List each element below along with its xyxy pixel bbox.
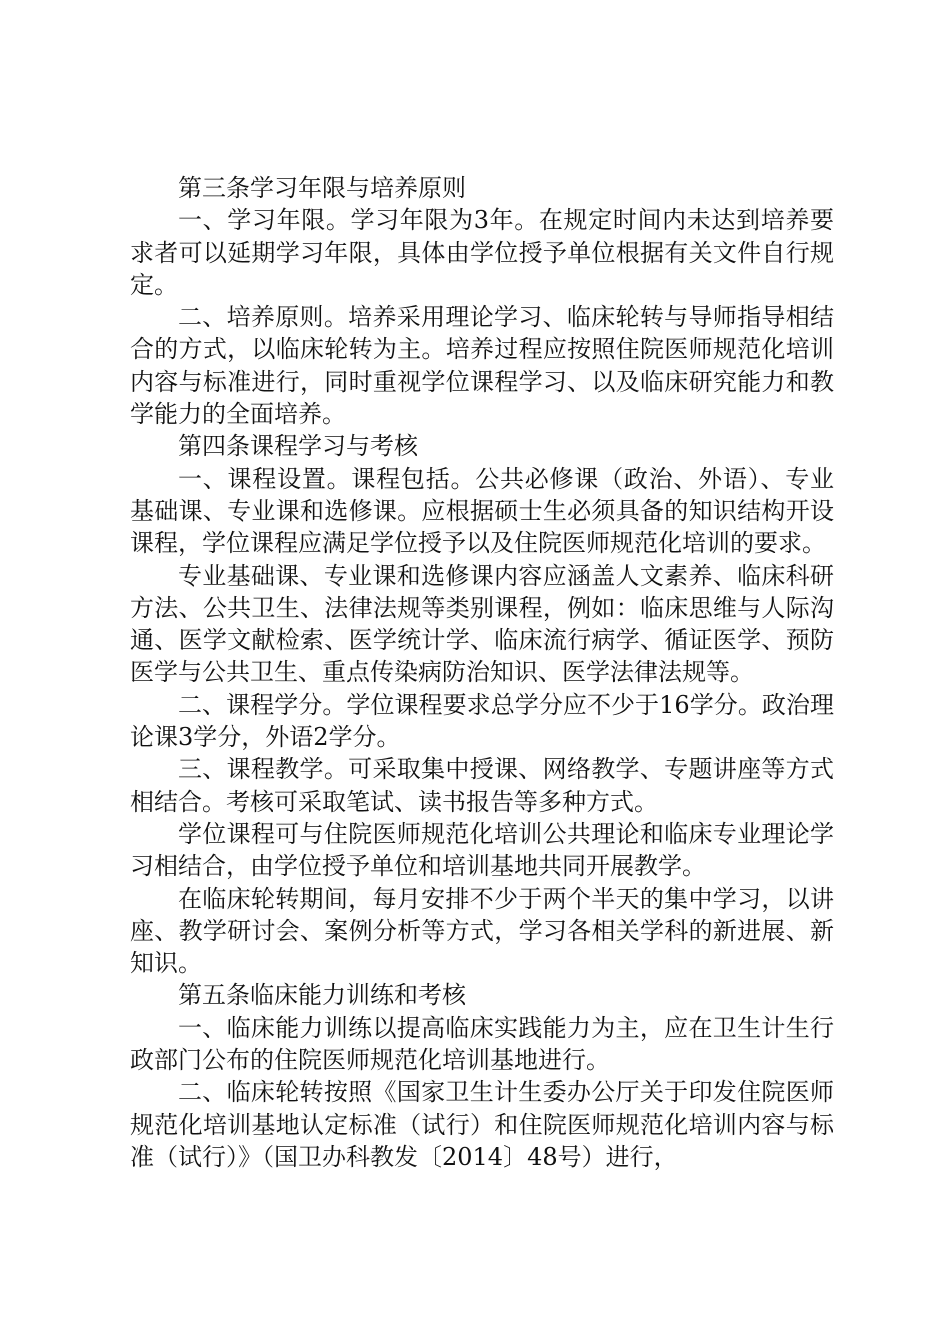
heading-article-5: 第五条临床能力训练和考核 — [178, 981, 466, 1010]
paragraph-course-content: 专业基础课、专业课和选修课内容应涵盖人文素养、临床科研方法、公共卫生、法律法规等类别课程，例如：临床思维与人际沟通、医学文献检索、医学统计学、临床流行病学、循证医学、预防医学与公共卫生、重点传染病防治知识、医学法律法规等。 — [130, 561, 834, 687]
heading-article-3: 第三条学习年限与培养原则 — [178, 174, 466, 202]
paragraph-clinical-training: 一、临床能力训练以提高临床实践能力为主，应在卫生计生行政部门公布的住院医师规范化培训基地进行。 — [130, 1013, 834, 1075]
paragraph-clinical-rotation: 二、临床轮转按照《国家卫生计生委办公厅关于印发住院医师规范化培训基地认定标准（试行）和住院医师规范化培训内容与标准（试行）》（国卫办科教发〔2014〕48号）进行， — [130, 1078, 834, 1171]
heading-article-4: 第四条课程学习与考核 — [178, 432, 418, 461]
paragraph-training-principle: 二、培养原则。培养采用理论学习、临床轮转与导师指导相结合的方式，以临床轮转为主。培养过程应按照住院医师规范化培训内容与标准进行，同时重视学位课程学习、以及临床研究能力和教学能力的全面培养。 — [130, 303, 834, 429]
document-body — [130, 172, 834, 1173]
paragraph-course-teaching: 三、课程教学。可采取集中授课、网络教学、专题讲座等方式相结合。考核可采取笔试、读书报告等多种方式。 — [130, 755, 834, 816]
paragraph-rotation-study: 在临床轮转期间，每月安排不少于两个半天的集中学习，以讲座、教学研讨会、案例分析等方式，学习各相关学科的新进展、新知识。 — [130, 884, 834, 978]
paragraph-course-integration: 学位课程可与住院医师规范化培训公共理论和临床专业理论学习相结合，由学位授予单位和培训基地共同开展教学。 — [130, 819, 834, 881]
paragraph-course-setup: 一、课程设置。课程包括。公共必修课（政治、外语）、专业基础课、专业课和选修课。应根据硕士生必须具备的知识结构开设课程，学位课程应满足学位授予以及住院医师规范化培训的要求。 — [130, 464, 834, 558]
paragraph-course-credits: 二、课程学分。学位课程要求总学分应不少于16学分。政治理论课3学分，外语2学分。 — [130, 690, 834, 752]
paragraph-study-duration: 一、学习年限。学习年限为3年。在规定时间内未达到培养要求者可以延期学习年限，具体由学位授予单位根据有关文件自行规定。 — [130, 206, 834, 299]
